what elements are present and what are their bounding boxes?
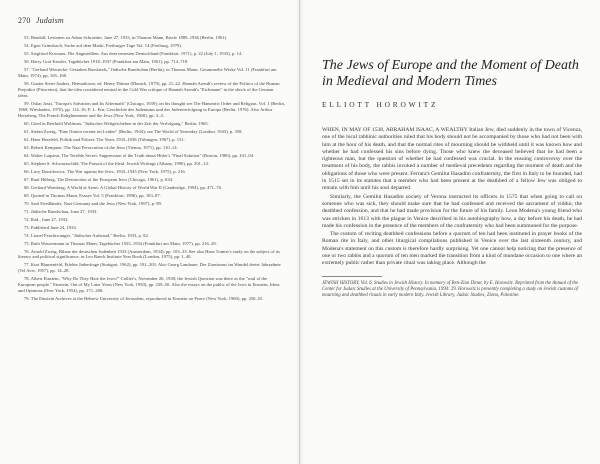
endnote: 60. Cited in Berthold Wolfman, "Jüdisches Weltgeschehen in der Zeit der Verfolgung," Berlin, 1965. [24,120,209,126]
endnote: 69. Quoted in Thomas Mann, Essays Vol. 5 (Frankfurt, 1996), pp. 183–87. [24,192,161,198]
endnote: 71. Jüdische Rundschau, June 27, 1933. [24,208,98,214]
running-head-title: Judaism [35,16,64,25]
endnote: 74. Lionel Feuchtwanger, "Jüdischer Aufstand," Berlin, 1933, p. 82. [24,232,149,238]
endnote: 68. Gerhard Weinberg, A World at Arms: A Global History of World War II (Cambridge, 1994), pp. 471–76. [24,184,223,190]
endnote: 70. Saul Friedländer, Nazi Germany and the Jews (New York, 1997), p. 89. [24,200,162,206]
endnote: 78. Albert Einstein, "Why Do They Hate the Jews?" Collier's, November 26, 1938; the Jewish Question was there as the "soul of the European people." Einstein, Out of My Later Years (New York, 1950), pp. 239–50. Also the essays on the public of the Jews in Einstein, Ideas and Opinions (New York, 1954), pp. 171–208. [18,276,280,294]
endnote: 54. Egon Grimsbach, Sache auf dem Markt. Freiburger Tage Vol. 14 (Freiburg, 1979). [24,43,182,48]
endnote: 75. Ruth Wassermann in Thomas Mann, Tagebücher 1933–1934 (Frankfurt am Main, 1977), pp. 216–29. [24,240,217,246]
article-body [322,127,582,268]
body-paragraph: The custom of reciting deathbed confessions before a quorum of ten had been instituted in prayer books of the Roman rite in Italy, and other liturgical compilations published in Venice over the last sixteenth century, and Modena's statement on this custom is therefore hardly surprising. Yet one cannot help noticing that the presence of one or two rabbis and a quorum of ten men marked the transition from a kind of mundane occasion to one where an extremely public rather than private ritual was taking place. Although the [322,231,582,267]
endnote: 61. Stefan Zweig, "Eine Nation vereint im Leiden" (Berlin, 1944); see The World of Yesterday (London, 1943), p. 358. [24,128,243,134]
body-paragraph: WHEN, IN MAY OF 1538, ABRAHAM ISAAC, A WEALTHY Italian Jew, died suddenly in the town of Vicenza, one of the local rabbinic authorities ruled that his body should not be accompanied by those who had not been with him at the hour of his death, and that the normal rites of mourning should be withheld until it was known how and whether he had confessed his sins before dying. Those who knew the deceased believed that he had been a righteous man, but the question of whether he had confessed was crucial. In the ensuing controversy over the treatment of his body, the rabbis invoked a number of medieval precedents regarding the moment of death and the obligations of those who were present. Ferrara's Gemilut Hasadim confraternity, the first in Italy to be founded, had in 1515 set in its statutes that a member who had been present at the deathbed of a fellow Jew was obliged to remain with him until his soul departed. [322,127,582,192]
endnote: 64. Walter Laqueur, The Terrible Secret: Suppression of the Truth about Hitler's "Final Solution" (Boston, 1980), pp. 101–04. [24,152,255,158]
endnote: 63. Robert Kempner, The Nazi Persecution of the Jews (Vienna, 1971), pp. 110–14. [24,144,178,150]
page-number: 270 [18,16,31,25]
article-footnote: JEWISH HISTORY, Vol. 6. Studies in Jewish History. In memory of Ben-Zion Dinur, by E. Horowitz. Reprinted from the Annual of the Center for Judaic Studies at the University of Pennsylvania, 1994: 29. Horowitz is presently completing a study on Jewish customs of mourning and deathbed rituals in early modern Italy. Jewish Library, Judaic Studies, Ziona, Palestine. [322,280,579,298]
endnote: 67. Raul Hilberg, The Destruction of the European Jews (Chicago, 1961), p. 634. [24,176,174,182]
endnotes [18,35,285,302]
endnote: 53. Bendall, Lezionen zu Adam Schroeder, June 27, 1933, in Thomas Mann, Briefe 1889–1936 (Berlin, 1961). [24,35,228,40]
endnote: 65. Stephen S. Schwarzschild, The Pursuit of the Ideal: Jewish Writings (Albany, 1990), pp. 201–14. [24,160,209,166]
endnote: 77. Kurt Blumenfeld, Erlebte Judenfrage (Stuttgart, 1962), pp. 191–203. Also Georg Landauer, Der Zionismus im Wandel dreier Jahrzehnte (Tel Aviv, 1957), pp. 14–28. [18,262,281,274]
article-author: ELLIOTT HOROWITZ [322,100,439,109]
right-page [300,0,600,464]
endnote: 59. Oskar Jaszi, "Europa's Salvation and Its Aftermath" (Chicago, 1939); on his thought see The Hanseatic Order and Religion, Vol. 1 (Berlin, 1969; Wiesbaden, 1970), pp. 114–16; F. L. Ern, Geschichte des Judentums und der Judenverfolgung in Europa (Berlin, 1976). Also Arthur Hertzberg, The French Enlightenment and the Jews (New York, 1968), pp. 3–4. [18,100,285,118]
running-head [18,16,285,25]
endnote: 57. "Gerhard Wienecke: Gestalten Russlands," Jüdische Rundschau (Berlin), in Thomas Mann, Gesammelte Werke Vol. 11 (Frankfurt am Main, 1974), pp. 165–168. [18,67,277,78]
endnote: 66. Lucy Dawidowicz, The War against the Jews, 1933–1945 (New York, 1975), p. 216. [24,168,186,174]
endnote: 73. Published June 24, 1933. [24,224,77,230]
article-title: The Jews of Europe and the Moment of Death in Medieval and Modern Times [322,58,579,89]
endnote: 58. Gunter Stern-Anders, Heimatlosen, ed. Henry Ditmar (Munich, 1979), pp. 21–22. Hannah Arendt's review of the Politics of the Human Prejudice (Princeton), that the idea considered neutral in the Cold War critique of Hannah Arendt's "Eichmann" in the shock of the German ideas. [18,80,280,98]
endnote: 55. Siegfried Kracauer, Die Angestellten. Aus dem neuesten Deutschland (Frankfurt, 1971), p. 22 (July 1, 1933), p. 14. [24,51,243,56]
endnote: 56. Harry Graf Kessler, Tagebücher 1918–1937 (Frankfurt am Main, 1961), pp. 714–718. [24,59,189,64]
body-paragraph: Similarly, the Gemilut Hasadim society of Verona instructed its officers in 1575 that when going to call on someone who was sick, they should make sure that he had confessed and received the sacrament of viddui, the deathbed confession, and that he had made provision for the future of his family. Leon Modena's young friend who was stricken in 1613 with the plague in Venice described in his autobiography how, a day before his death, he had made his confession in the presence of the members of the confraternity who had been summoned for the purpose. [322,193,582,229]
endnote: 62. Hans Herzfeld, Politik und Polizei: The Years 1933–1938 (Tübingen, 1967), p. 151. [24,136,185,142]
footnote-rule [322,276,382,277]
endnote: 79. The Einstein Archives at the Hebrew University of Jerusalem, reproduced in Einstein on Peace (New York, 1960), pp. 250–55. [24,296,264,302]
endnote: 72. Ibid., June 27, 1933. [24,216,69,222]
endnote: 76. Arnold Zweig, Bilanz der deutschen Judenheit 1933 (Amsterdam, 1934), pp. 103–33. See also Hans Tramer's study on the subject of its literary and political significance, in Leo Baeck Institute Year Book (London, 1975), pp. 1–40. [18,248,280,260]
